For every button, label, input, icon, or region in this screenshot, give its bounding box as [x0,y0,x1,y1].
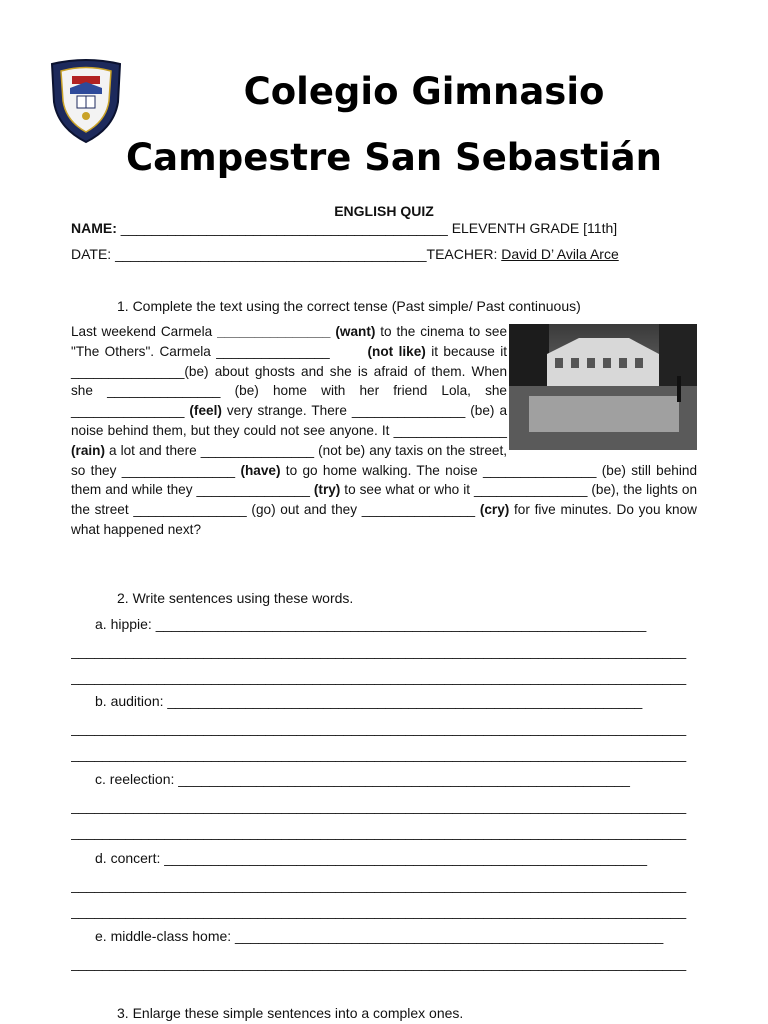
question-2-heading: 2. Write sentences using these words. [117,590,354,606]
answer-line[interactable]: _______________________________________________________________________________ [71,877,687,893]
answer-line[interactable]: _______________________________________________________________________________ [71,955,687,971]
blank-7[interactable]: _______________ [393,422,507,438]
answer-line[interactable]: _______________________________________________________________________________ [71,643,687,659]
blank-12[interactable]: _______________ [473,482,588,498]
answer-line[interactable]: _______________________________________________________________________________ [71,824,687,840]
item-d-blank[interactable]: ______________________________________________________________ [160,850,648,866]
cloze-paragraph: Last weekend Carmela _______________ (want) to the cinema to see "The Others". Carmela _______________ (not like) it because it _______________(be) about ghosts and she is afraid of them. When she _______________ (be) home with her friend Lola, she _______________ (feel) very strange. There _______________ (be) a noise behind them, but they could not see anyone. It _______________ (rain) a lot and there _______________ (not be) any taxis on the street, so they _______________ (have) to go home walking. The noise _______________ (be) still behind them and while they _______________ (try) to see what or who it _______________ (be), the lights on the street _______________ (go) out and they _______________ (cry) for five minutes. Do you know what happened next? [71,324,698,537]
blank-5[interactable]: _______________ [71,403,185,419]
blank-14[interactable]: _______________ [361,502,476,518]
name-label: NAME: [71,220,117,236]
item-c-blank[interactable]: __________________________________________________________ [174,771,630,787]
blank-13[interactable]: _______________ [133,502,247,518]
item-c[interactable] [95,771,630,787]
item-c-label: c. reelection: [95,771,175,787]
question-1-heading: 1. Complete the text using the correct tense (Past simple/ Past continuous) [117,298,581,314]
item-b[interactable] [95,693,642,709]
item-e[interactable] [95,928,663,944]
answer-line[interactable]: _______________________________________________________________________________ [71,903,687,919]
school-name-line-2: Campestre San Sebastián [126,136,662,179]
teacher-name: David D’ Avila Arce [501,246,619,262]
blank-4[interactable]: _______________ [107,383,221,399]
blank-10[interactable]: _______________ [483,462,597,478]
date-blank: ________________________________________ [111,246,427,262]
item-a[interactable] [95,616,646,632]
answer-line[interactable]: _______________________________________________________________________________ [71,720,687,736]
item-b-label: b. audition: [95,693,164,709]
blank-9[interactable]: _______________ [121,462,236,478]
blank-3[interactable]: _______________ [71,363,185,379]
date-row [71,246,619,262]
question-3-heading: 3. Enlarge these simple sentences into a complex ones. [117,1005,464,1021]
item-a-blank[interactable]: _______________________________________________________________ [151,616,647,632]
item-d[interactable] [95,850,647,866]
item-e-blank[interactable]: _______________________________________________________ [231,928,664,944]
answer-line[interactable]: _______________________________________________________________________________ [71,669,687,685]
teacher-label: TEACHER: [426,246,502,262]
item-b-blank[interactable]: _____________________________________________________________ [163,693,643,709]
answer-line[interactable]: _______________________________________________________________________________ [71,746,687,762]
blank-8[interactable]: _______________ [200,442,315,458]
quiz-title: ENGLISH QUIZ [334,203,434,219]
item-e-label: e. middle-class home: [95,928,232,944]
haunted-house-photo [509,324,697,450]
school-name-line-1: Colegio Gimnasio [243,70,605,113]
name-blank: __________________________________________ [116,220,452,236]
date-label: DATE: [71,246,112,262]
name-row [71,220,617,236]
grade-label: ELEVENTH GRADE [11th] [451,220,618,236]
blank-2[interactable]: _______________ [216,343,330,359]
blank-6[interactable]: _______________ [351,403,466,419]
blank-1[interactable]: _______________ [217,324,331,339]
item-d-label: d. concert: [95,850,161,866]
answer-line[interactable]: _______________________________________________________________________________ [71,798,687,814]
blank-11[interactable]: _______________ [196,482,310,498]
item-a-label: a. hippie: [95,616,152,632]
